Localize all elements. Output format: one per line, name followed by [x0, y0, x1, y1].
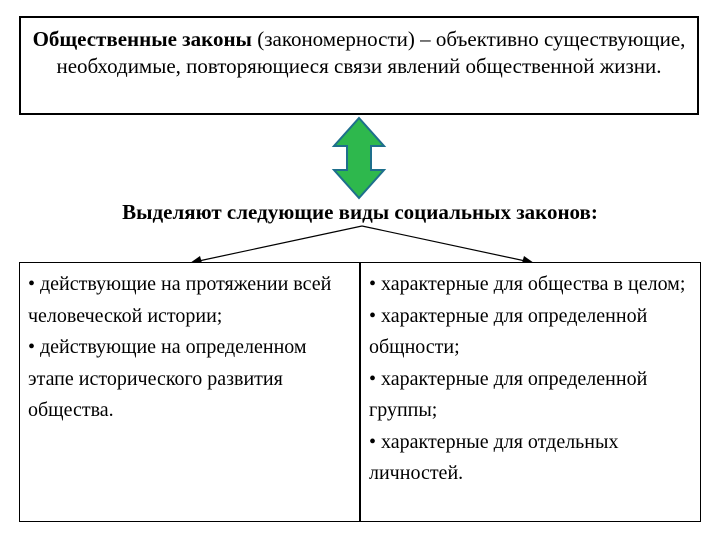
definition-term: Общественные законы	[32, 27, 252, 51]
right-column	[361, 263, 700, 521]
definition-box	[19, 16, 699, 115]
list-item: • характерные для определенной группы;	[369, 367, 648, 421]
list-item: • действующие на определенном этапе исторического развития общества.	[28, 336, 307, 421]
left-column	[20, 263, 361, 521]
double-arrow-icon	[334, 118, 384, 198]
list-item: • действующие на протяжении всей человеческой истории;	[28, 273, 332, 327]
types-heading: Выделяют следующие виды социальных законов:	[122, 200, 598, 224]
list-item: • характерные для отдельных личностей.	[369, 430, 619, 484]
list-item: • характерные для определенной общности;	[369, 304, 648, 358]
branch-line-right	[362, 226, 530, 262]
types-table	[19, 262, 701, 522]
branch-line-left	[194, 226, 362, 262]
list-item: • характерные для общества в целом;	[369, 273, 686, 295]
definition-text: (закономерности) – объективно существующие, необходимые, повторяющиеся связи явлений общественной жизни.	[56, 27, 686, 78]
